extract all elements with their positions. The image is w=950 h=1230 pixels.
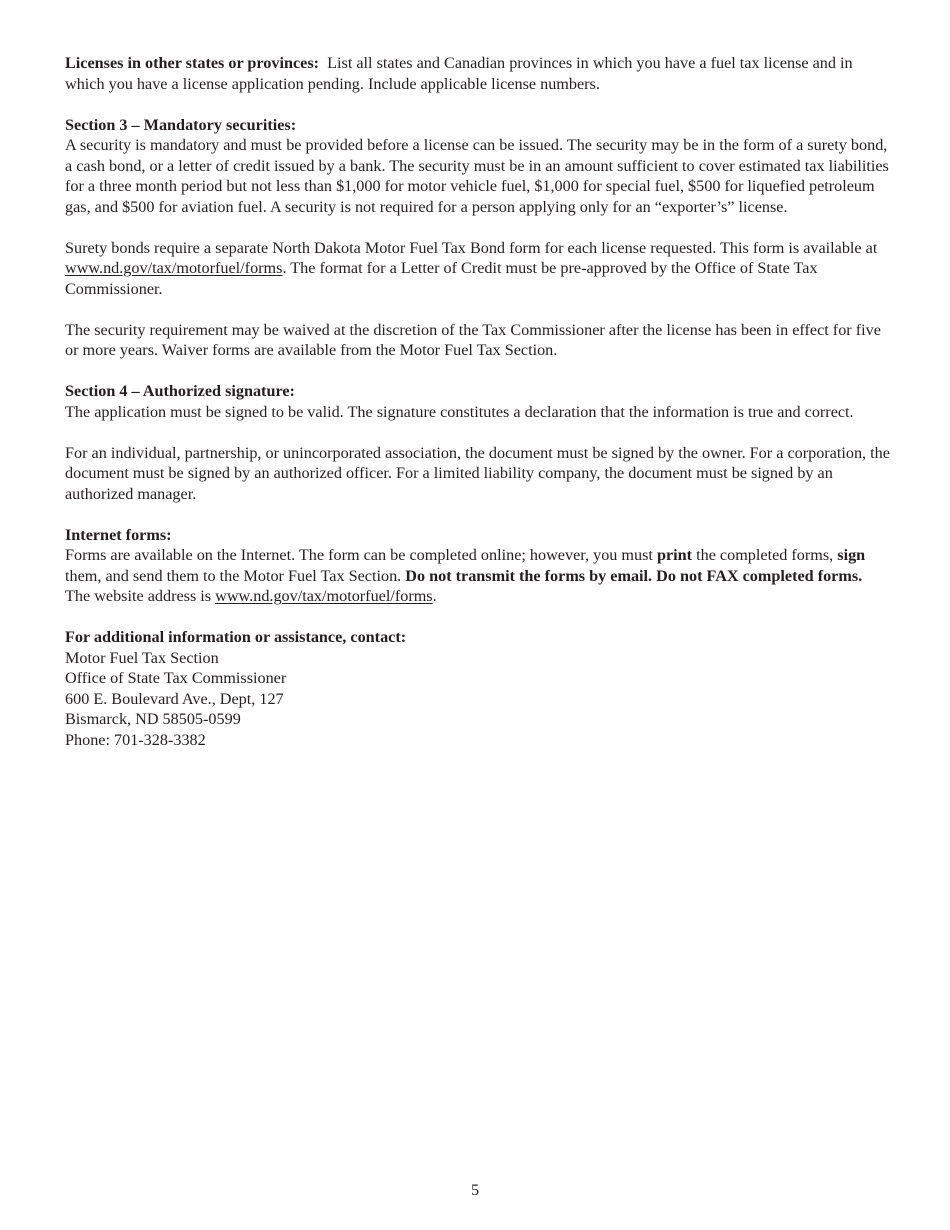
licenses-text: List all states and Canadian provinces in which you have a fuel tax license and in which you have a license application pending. Include applicable license numbers. [65,54,857,93]
section-3-paragraph-1: A security is mandatory and must be provided before a license can be issued. The security may be in the form of a surety bond, a cash bond, or a letter of credit issued by a bank. The security must be in an amount sufficient to cover estimated tax liabilities for a three month period but not less than $1,000 for motor vehicle fuel, $1,000 for special fuel, $500 for liquefied petroleum gas, and $500 for aviation fuel. A security is not required for a person applying only for an “exporter’s” license. [65,136,889,216]
section-4-paragraph-1: The application must be signed to be valid. The signature constitutes a declaration that the information is true and correct. [65,402,854,421]
contact-line-office: Office of State Tax Commissioner [65,669,287,687]
contact-line-city: Bismarck, ND 58505-0599 [65,710,241,728]
licenses-paragraph [65,53,890,94]
section-3-paragraph-3: The security requirement may be waived at the discretion of the Tax Commissioner after the license has been in effect for five or more years. Waiver forms are available from the Motor Fuel Tax Section. [65,320,881,359]
motorfuel-forms-link[interactable]: www.nd.gov/tax/motorfuel/forms [65,259,283,277]
section-4-paragraph-2: For an individual, partnership, or unincorporated association, the document must be signed by the owner. For a corporation, the document must be signed by an authorized officer. For a limited liability company, the document must be signed by an authorized manager. [65,443,890,503]
internet-forms-paragraph [65,545,890,607]
internet-forms-section [65,525,890,607]
section-3-paragraph-2-text-before: Surety bonds require a separate North Dakota Motor Fuel Tax Bond form for each license requested. This form is available at [65,238,878,257]
section-4 [65,381,890,422]
contact-line-phone: Phone: 701-328-3382 [65,730,206,749]
internet-text-4: The website address is [65,587,216,605]
section-3-heading: Section 3 – Mandatory securities: [65,115,297,134]
contact-line-street: 600 E. Boulevard Ave., Dept, 127 [65,689,284,708]
contact-heading: For additional information or assistance, contact: [65,628,407,646]
internet-text-1: Forms are available on the Internet. The form can be completed online; however, you must [65,546,657,564]
section-3 [65,115,890,218]
internet-forms-heading: Internet forms: [65,525,172,544]
section-3-paragraph-2-text-after: . The format for a Letter of Credit must be pre-approved by the Office of State Tax Commissioner. [65,259,818,298]
website-link[interactable]: www.nd.gov/tax/motorfuel/forms [215,587,433,605]
contact-line-section: Motor Fuel Tax Section [65,648,219,667]
internet-text-3: them, and send them to the Motor Fuel Tax Section. [65,566,406,585]
internet-text-5: . [432,587,437,605]
section-4-heading: Section 4 – Authorized signature: [65,382,295,400]
licenses-heading: Licenses in other states or provinces: [65,54,320,72]
internet-text-2: the completed forms, [692,546,838,564]
contact-section [65,627,890,750]
document-page [65,53,890,771]
page-number: 5 [470,1181,480,1199]
section-3-paragraph-2 [65,238,890,300]
internet-bold-sign: sign [837,546,866,564]
internet-bold-print: print [656,546,693,564]
internet-bold-warning: Do not transmit the forms by email. Do not FAX completed forms. [405,566,863,585]
